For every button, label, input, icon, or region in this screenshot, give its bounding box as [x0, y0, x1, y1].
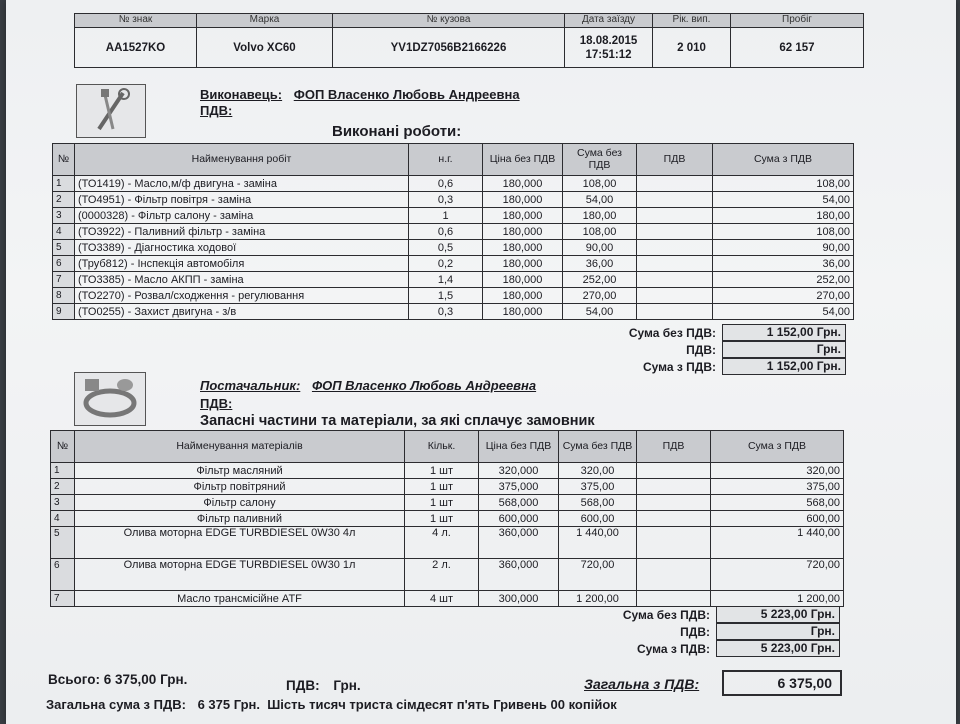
- materials-sum-vat-row: [466, 640, 840, 657]
- materials-cell-total: 568,00: [711, 495, 844, 511]
- materials-cell-qty: 1 шт: [405, 511, 479, 527]
- works-col-sum: Сума без ПДВ: [563, 144, 637, 176]
- works-sum-no-vat-label: Сума без ПДВ:: [628, 325, 716, 340]
- materials-cell-no: 6: [51, 559, 75, 591]
- works-cell-total: 108,00: [713, 224, 854, 240]
- materials-cell-price: 360,000: [479, 527, 559, 559]
- grand-total-label: Загальна з ПДВ:: [584, 676, 700, 692]
- works-cell-sum: 54,00: [563, 304, 637, 320]
- works-sum-vat: 1 152,00 Грн.: [722, 358, 846, 375]
- works-cell-vat: [637, 208, 713, 224]
- works-cell-price: 180,000: [483, 176, 563, 192]
- works-cell-sum: 108,00: [563, 224, 637, 240]
- works-cell-qty: 1,5: [409, 288, 483, 304]
- works-col-price: Ціна без ПДВ: [483, 144, 563, 176]
- supplier-name: ФОП Власенко Любовь Андреевна: [311, 378, 537, 393]
- tools-icon: [76, 84, 146, 138]
- materials-cell-no: 4: [51, 511, 75, 527]
- works-col-vat: ПДВ: [637, 144, 713, 176]
- works-cell-name: (ТО4951) - Фільтр повітря - заміна: [75, 192, 409, 208]
- works-cell-qty: 0,3: [409, 304, 483, 320]
- works-cell-no: 1: [53, 176, 75, 192]
- works-cell-sum: 36,00: [563, 256, 637, 272]
- materials-cell-sum: 320,00: [559, 463, 637, 479]
- header-make: Марка: [197, 14, 333, 28]
- works-cell-no: 6: [53, 256, 75, 272]
- materials-row: [51, 511, 844, 527]
- grand-total-value: 6 375,00: [777, 675, 832, 691]
- header-year: Рік. вип.: [653, 14, 731, 28]
- works-cell-name: (ТО2270) - Розвал/сходження - регулювання: [75, 288, 409, 304]
- materials-sum-no-vat-row: [466, 606, 840, 623]
- works-cell-price: 180,000: [483, 256, 563, 272]
- works-cell-no: 2: [53, 192, 75, 208]
- materials-header-row: [51, 431, 844, 463]
- works-cell-total: 54,00: [713, 304, 854, 320]
- materials-cell-vat: [637, 479, 711, 495]
- materials-cell-qty: 4 шт: [405, 591, 479, 607]
- materials-cell-name: Олива моторна EDGE TURBDIESEL 0W30 4л: [75, 527, 405, 559]
- works-cell-vat: [637, 240, 713, 256]
- materials-col-vat: ПДВ: [637, 431, 711, 463]
- works-cell-qty: 0,2: [409, 256, 483, 272]
- works-cell-total: 54,00: [713, 192, 854, 208]
- works-cell-vat: [637, 224, 713, 240]
- header-plate: № знак: [75, 14, 197, 28]
- materials-cell-price: 375,000: [479, 479, 559, 495]
- plate-value: AA1527KO: [75, 28, 197, 68]
- materials-cell-name: Фільтр салону: [75, 495, 405, 511]
- works-cell-total: 180,00: [713, 208, 854, 224]
- works-col-no: №: [53, 144, 75, 176]
- works-row: [53, 192, 854, 208]
- works-cell-vat: [637, 288, 713, 304]
- materials-row: [51, 479, 844, 495]
- works-title: Виконані роботи:: [332, 123, 462, 140]
- materials-cell-no: 3: [51, 495, 75, 511]
- date-value: [565, 28, 653, 68]
- works-cell-sum: 90,00: [563, 240, 637, 256]
- works-cell-name: (ТО3389) - Діагностика ходової: [75, 240, 409, 256]
- works-vat: Грн.: [722, 341, 846, 358]
- works-summary: [472, 324, 846, 375]
- materials-cell-price: 320,000: [479, 463, 559, 479]
- materials-cell-name: Фільтр масляний: [75, 463, 405, 479]
- works-sum-no-vat-row: [472, 324, 846, 341]
- works-cell-price: 180,000: [483, 240, 563, 256]
- works-cell-name: (ТО0255) - Захист двигуна - з/в: [75, 304, 409, 320]
- works-cell-name: (0000328) - Фільтр салону - заміна: [75, 208, 409, 224]
- materials-cell-vat: [637, 559, 711, 591]
- parts-icon: [74, 372, 146, 426]
- mileage-value: 62 157: [731, 28, 864, 68]
- works-row: [53, 272, 854, 288]
- works-header-row: [53, 144, 854, 176]
- works-cell-qty: 0,5: [409, 240, 483, 256]
- works-cell-total: 90,00: [713, 240, 854, 256]
- materials-col-qty: Кільк.: [405, 431, 479, 463]
- works-cell-price: 180,000: [483, 208, 563, 224]
- materials-cell-no: 1: [51, 463, 75, 479]
- materials-cell-price: 600,000: [479, 511, 559, 527]
- materials-cell-name: Олива моторна EDGE TURBDIESEL 0W30 1л: [75, 559, 405, 591]
- materials-cell-no: 5: [51, 527, 75, 559]
- works-cell-name: (ТО3922) - Паливний фільтр - заміна: [75, 224, 409, 240]
- works-row: [53, 208, 854, 224]
- works-row: [53, 176, 854, 192]
- time: 17:51:12: [585, 48, 632, 61]
- materials-cell-qty: 1 шт: [405, 463, 479, 479]
- materials-cell-vat: [637, 495, 711, 511]
- materials-cell-no: 2: [51, 479, 75, 495]
- materials-row: [51, 527, 844, 559]
- works-cell-total: 252,00: [713, 272, 854, 288]
- materials-cell-sum: 720,00: [559, 559, 637, 591]
- header-vin: № кузова: [333, 14, 565, 28]
- works-cell-qty: 0,6: [409, 224, 483, 240]
- works-sum-vat-label: Сума з ПДВ:: [642, 359, 716, 374]
- materials-col-total: Сума з ПДВ: [711, 431, 844, 463]
- works-cell-price: 180,000: [483, 272, 563, 288]
- works-cell-no: 9: [53, 304, 75, 320]
- supplier-line: [200, 378, 536, 393]
- materials-cell-name: Фільтр повітряний: [75, 479, 405, 495]
- materials-cell-total: 320,00: [711, 463, 844, 479]
- works-cell-vat: [637, 256, 713, 272]
- materials-sum-no-vat-label: Сума без ПДВ:: [622, 607, 710, 622]
- materials-sum-no-vat: 5 223,00 Грн.: [716, 606, 840, 623]
- materials-col-sum: Сума без ПДВ: [559, 431, 637, 463]
- materials-cell-price: 300,000: [479, 591, 559, 607]
- works-cell-total: 108,00: [713, 176, 854, 192]
- works-cell-no: 4: [53, 224, 75, 240]
- grand-total-box: [722, 670, 842, 696]
- date: 18.08.2015: [579, 34, 638, 47]
- executor-name: ФОП Власенко Любовь Андреевна: [293, 87, 520, 102]
- total-line: [48, 672, 187, 687]
- make-value: Volvo XC60: [197, 28, 333, 68]
- materials-summary: [466, 606, 840, 657]
- works-cell-no: 5: [53, 240, 75, 256]
- materials-cell-name: Масло трансмісійне ATF: [75, 591, 405, 607]
- works-sum-no-vat: 1 152,00 Грн.: [722, 324, 846, 341]
- materials-cell-total: 1 440,00: [711, 527, 844, 559]
- works-cell-name: (ТО1419) - Масло,м/ф двигуна - заміна: [75, 176, 409, 192]
- supplier-label: Постачальник:: [200, 378, 301, 393]
- materials-cell-sum: 375,00: [559, 479, 637, 495]
- materials-row: [51, 495, 844, 511]
- works-cell-qty: 1: [409, 208, 483, 224]
- materials-cell-name: Фільтр паливний: [75, 511, 405, 527]
- works-cell-qty: 0,3: [409, 192, 483, 208]
- works-cell-price: 180,000: [483, 224, 563, 240]
- works-cell-no: 7: [53, 272, 75, 288]
- words-label: Загальна сума з ПДВ:: [46, 697, 186, 712]
- executor-vat-label: ПДВ:: [200, 103, 233, 118]
- materials-cell-qty: 4 л.: [405, 527, 479, 559]
- vehicle-info-table: [74, 13, 864, 68]
- works-cell-sum: 108,00: [563, 176, 637, 192]
- materials-cell-vat: [637, 463, 711, 479]
- works-cell-total: 36,00: [713, 256, 854, 272]
- materials-cell-qty: 1 шт: [405, 479, 479, 495]
- materials-cell-sum: 568,00: [559, 495, 637, 511]
- works-cell-vat: [637, 192, 713, 208]
- materials-cell-total: 600,00: [711, 511, 844, 527]
- total-vat-value: Грн.: [333, 678, 361, 693]
- works-col-name: Найменування робіт: [75, 144, 409, 176]
- works-cell-no: 8: [53, 288, 75, 304]
- materials-vat-row: [466, 623, 840, 640]
- materials-cell-vat: [637, 527, 711, 559]
- materials-col-name: Найменування матеріалів: [75, 431, 405, 463]
- works-table: [52, 143, 854, 320]
- words-value: 6 375 Грн. Шість тисяч триста сімдесят п'ять Гривень 00 копійок: [197, 697, 617, 712]
- works-row: [53, 288, 854, 304]
- materials-cell-vat: [637, 591, 711, 607]
- materials-cell-total: 375,00: [711, 479, 844, 495]
- words-line: [46, 697, 617, 712]
- materials-table: [50, 430, 844, 607]
- materials-cell-vat: [637, 511, 711, 527]
- works-cell-vat: [637, 272, 713, 288]
- materials-cell-total: 720,00: [711, 559, 844, 591]
- materials-cell-sum: 1 440,00: [559, 527, 637, 559]
- materials-sum-vat: 5 223,00 Грн.: [716, 640, 840, 657]
- materials-row: [51, 591, 844, 607]
- works-cell-total: 270,00: [713, 288, 854, 304]
- works-cell-sum: 180,00: [563, 208, 637, 224]
- works-row: [53, 304, 854, 320]
- works-cell-name: (ТО3385) - Масло АКПП - заміна: [75, 272, 409, 288]
- works-cell-vat: [637, 176, 713, 192]
- works-sum-vat-row: [472, 358, 846, 375]
- works-cell-sum: 252,00: [563, 272, 637, 288]
- works-cell-qty: 1,4: [409, 272, 483, 288]
- total-all-label: Всього:: [48, 672, 100, 687]
- materials-cell-qty: 2 л.: [405, 559, 479, 591]
- header-mileage: Пробіг: [731, 14, 864, 28]
- works-col-hours: н.г.: [409, 144, 483, 176]
- works-cell-price: 180,000: [483, 304, 563, 320]
- works-vat-label: ПДВ:: [686, 342, 716, 357]
- executor-label: Виконавець:: [200, 87, 283, 102]
- works-row: [53, 240, 854, 256]
- materials-sum-vat-label: Сума з ПДВ:: [636, 641, 710, 656]
- works-cell-name: (Труб812) - Інспекція автомобіля: [75, 256, 409, 272]
- materials-cell-qty: 1 шт: [405, 495, 479, 511]
- works-cell-price: 180,000: [483, 288, 563, 304]
- materials-col-no: №: [51, 431, 75, 463]
- total-vat-line: [286, 678, 361, 693]
- materials-col-price: Ціна без ПДВ: [479, 431, 559, 463]
- materials-cell-sum: 1 200,00: [559, 591, 637, 607]
- materials-cell-price: 360,000: [479, 559, 559, 591]
- materials-cell-sum: 600,00: [559, 511, 637, 527]
- works-col-total: Сума з ПДВ: [713, 144, 854, 176]
- total-all-value: 6 375,00 Грн.: [103, 672, 188, 687]
- works-cell-sum: 54,00: [563, 192, 637, 208]
- year-value: 2 010: [653, 28, 731, 68]
- materials-cell-no: 7: [51, 591, 75, 607]
- materials-title: Запасні частини та матеріали, за які сплачує замовник: [200, 413, 595, 429]
- works-cell-no: 3: [53, 208, 75, 224]
- materials-vat-label: ПДВ:: [680, 624, 710, 639]
- materials-vat: Грн.: [716, 623, 840, 640]
- total-vat-label: ПДВ:: [286, 678, 320, 693]
- supplier-vat-label: ПДВ:: [200, 396, 233, 411]
- materials-cell-total: 1 200,00: [711, 591, 844, 607]
- works-row: [53, 256, 854, 272]
- works-cell-vat: [637, 304, 713, 320]
- materials-cell-price: 568,000: [479, 495, 559, 511]
- executor-line: [200, 87, 520, 102]
- vin-value: YV1DZ7056B2166226: [333, 28, 565, 68]
- header-date: Дата заїзду: [565, 14, 653, 28]
- works-cell-sum: 270,00: [563, 288, 637, 304]
- works-row: [53, 224, 854, 240]
- materials-row: [51, 559, 844, 591]
- works-cell-qty: 0,6: [409, 176, 483, 192]
- materials-row: [51, 463, 844, 479]
- works-cell-price: 180,000: [483, 192, 563, 208]
- works-vat-row: [472, 341, 846, 358]
